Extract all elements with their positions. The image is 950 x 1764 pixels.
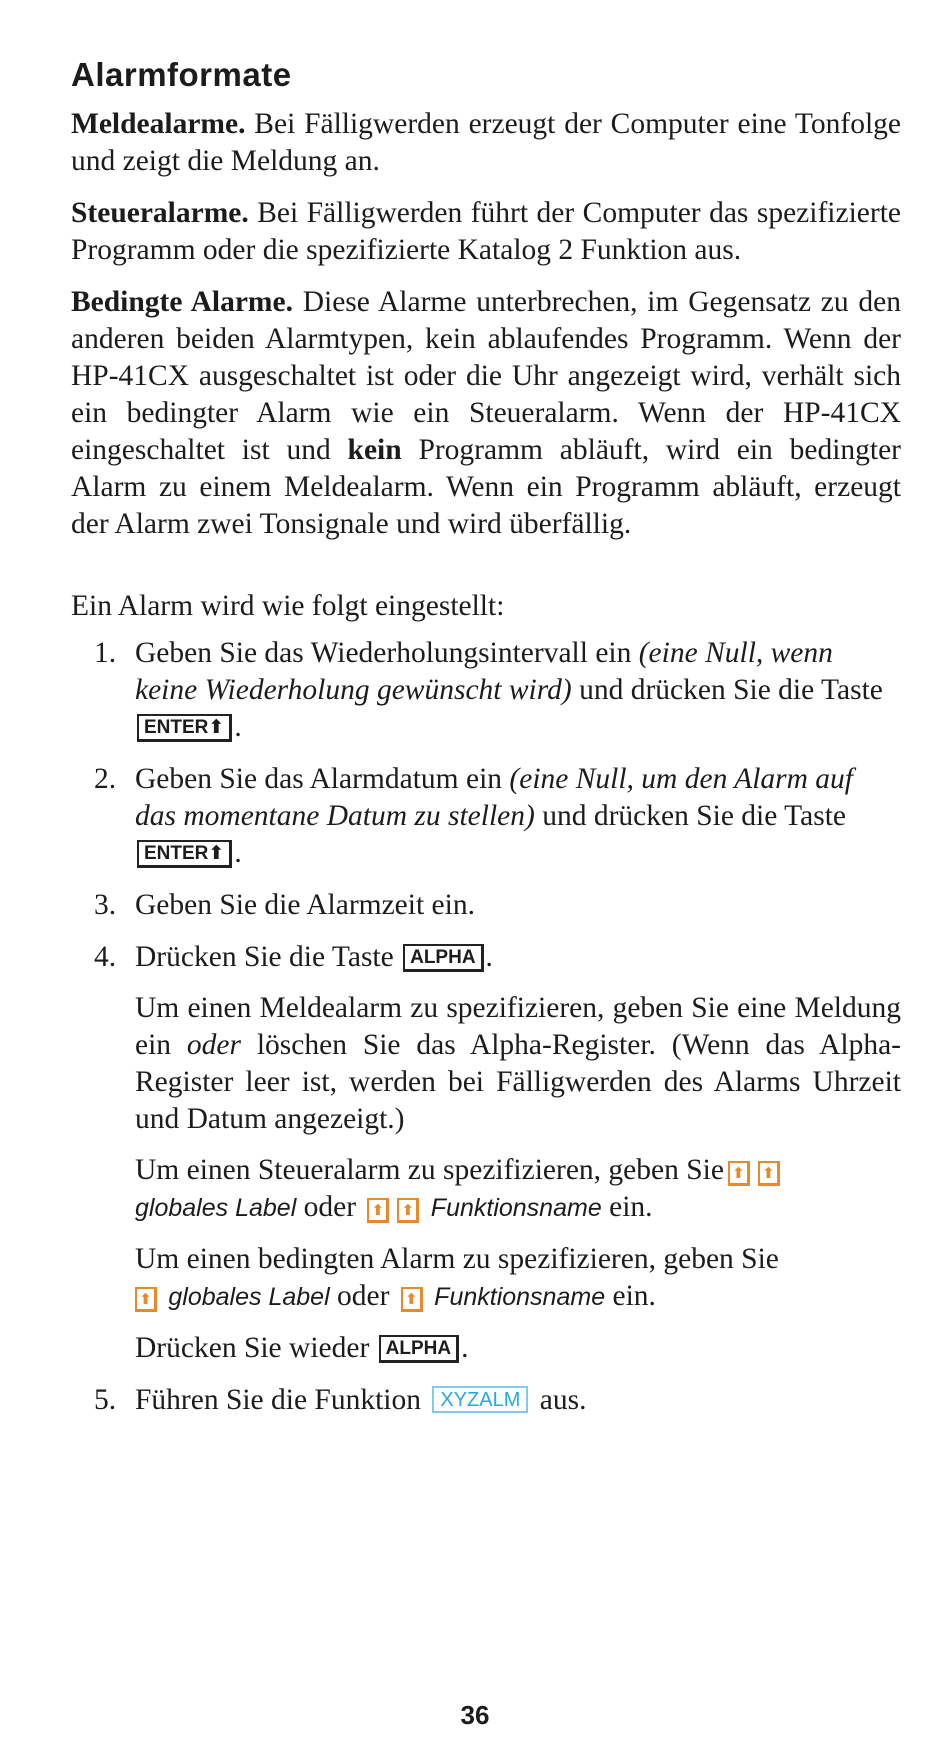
step-number: 3.	[94, 889, 117, 921]
step-number: 5.	[94, 1384, 117, 1416]
enter-key: ENTER⬆	[137, 840, 232, 868]
shift-key-icon: ⬆	[758, 1161, 780, 1186]
function-name-placeholder: Funktionsname	[434, 1283, 606, 1311]
step-number: 1.	[94, 637, 117, 669]
shift-key-icon: ⬆	[367, 1198, 389, 1223]
xyzalm-function-key: XYZALM	[432, 1386, 528, 1413]
enter-key: ENTER⬆	[137, 714, 232, 742]
step-list	[71, 635, 901, 1419]
alpha-key: ALPHA	[379, 1335, 459, 1363]
global-label-placeholder: globales Label	[168, 1283, 330, 1311]
shift-key-icon: ⬆	[135, 1287, 157, 1312]
list-item: 5. Führen Sie die Funktion XYZALM aus.	[71, 1382, 901, 1419]
term-meldealarme: Meldealarme.	[71, 108, 246, 140]
sub-steueralarm: Um einen Steueralarm zu spezifizieren, geben Sie ⬆ ⬆ globales Label oder ⬆ ⬆ Funktionsname ein.	[135, 1152, 901, 1227]
manual-page	[71, 56, 901, 1434]
shift-key-icon: ⬆	[397, 1198, 419, 1223]
paragraph-steueralarme: Steueralarme. Bei Fälligwerden führt der Computer das spezifizierte Programm oder die spezifizierte Katalog 2 Funktion aus.	[71, 197, 901, 266]
step-number: 2.	[94, 763, 117, 795]
term-steueralarme: Steueralarme.	[71, 197, 249, 229]
alpha-key: ALPHA	[403, 944, 483, 972]
paragraph-meldealarme: Meldealarme. Bei Fälligwerden erzeugt der Computer eine Tonfolge und zeigt die Meldung an.	[71, 108, 901, 177]
global-label-placeholder: globales Label	[135, 1194, 297, 1222]
setup-intro: Ein Alarm wird wie folgt eingestellt:	[71, 590, 505, 622]
sub-press-alpha-again: Drücken Sie wieder ALPHA .	[135, 1332, 469, 1364]
page-number: 36	[460, 1700, 490, 1730]
step-number: 4.	[94, 941, 117, 973]
shift-key-icon: ⬆	[728, 1161, 750, 1186]
list-item: 1. Geben Sie das Wiederholungsintervall ein (eine Null, wenn keine Wiederholung gewünscht wird) und drücken Sie die Taste ENTER⬆ .	[94, 637, 883, 743]
list-item: 2. Geben Sie das Alarmdatum ein (eine Null, um den Alarm auf das momentane Datum zu stellen) und drücken Sie die Taste ENTER⬆ .	[94, 763, 853, 869]
page-title: Alarmformate	[71, 56, 292, 93]
list-item: 4. Drücken Sie die Taste ALPHA . Um einen Meldealarm zu spezifizieren, geben Sie eine Meldung ein oder löschen Sie das Alpha-Register. (Wenn das Alpha-Register leer ist, werden bei Fälligwerden des Alarms Uhrzeit und Datum angezeigt.) Um einen Steueralarm zu spezifizieren, geben Sie ⬆ ⬆ globales Label oder ⬆ ⬆ Funktionsname ein. Um einen bedingten Alarm zu spezifizieren, geben Sie ⬆ globales Label oder ⬆ Funktionsname ein. Drücken Sie wieder ALPHA .	[71, 939, 901, 1367]
function-name-placeholder: Funktionsname	[430, 1194, 602, 1222]
sub-bedingter-alarm: Um einen bedingten Alarm zu spezifizieren, geben Sie ⬆ globales Label oder ⬆ Funktionsname ein.	[135, 1243, 779, 1312]
term-bedingte-alarme: Bedingte Alarme.	[71, 286, 293, 318]
list-item: 3. Geben Sie die Alarmzeit ein.	[71, 887, 901, 924]
sub-meldealarm: Um einen Meldealarm zu spezifizieren, geben Sie eine Meldung ein oder löschen Sie das Alpha-Register. (Wenn das Alpha-Register leer ist, werden bei Fälligwerden des Alarms Uhrzeit und Datum angezeigt.)	[135, 992, 901, 1135]
shift-key-icon: ⬆	[401, 1287, 423, 1312]
paragraph-bedingte-alarme: Bedingte Alarme. Diese Alarme unterbrechen, im Gegensatz zu den anderen beiden Alarmtypen, kein ablaufendes Programm. Wenn der HP-41CX ausgeschaltet ist oder die Uhr angezeigt wird, verhält sich ein bedingter Alarm wie ein Steueralarm. Wenn der HP-41CX eingeschaltet ist und kein Programm abläuft, wird ein bedingter Alarm zu einem Meldealarm. Wenn ein Programm abläuft, erzeugt der Alarm zwei Tonsignale und wird überfällig.	[71, 286, 901, 540]
